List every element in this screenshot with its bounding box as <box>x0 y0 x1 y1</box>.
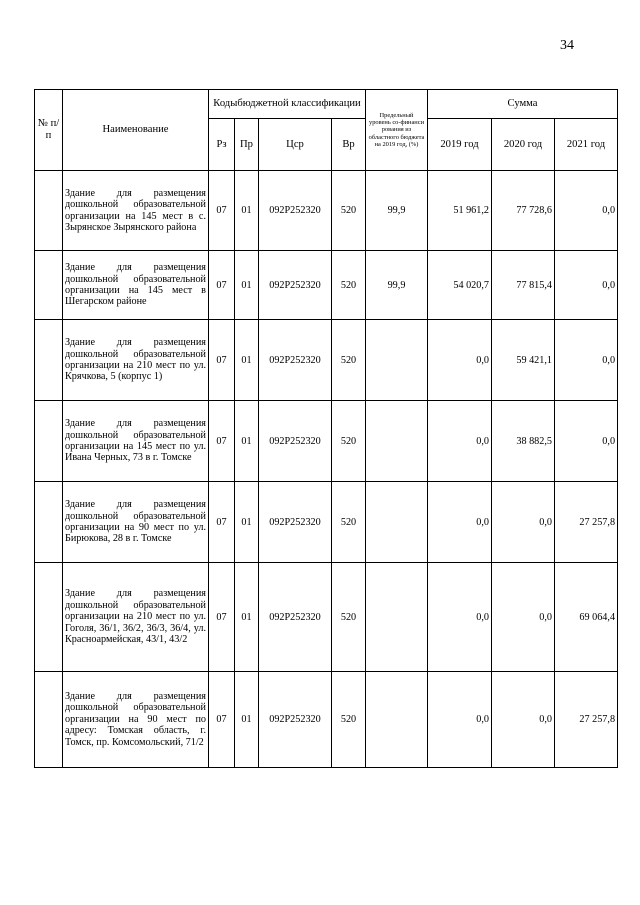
cell-num <box>35 251 63 320</box>
header-csr: Цср <box>259 119 332 171</box>
cell-2020: 0,0 <box>492 482 555 563</box>
header-codes: Кодыбюджетной классификации <box>209 90 366 119</box>
cell-2020: 59 421,1 <box>492 320 555 401</box>
cell-vr: 520 <box>332 563 366 672</box>
cell-rz: 07 <box>209 171 235 251</box>
cell-csr: 092P252320 <box>259 320 332 401</box>
cell-2021: 0,0 <box>555 320 618 401</box>
header-2021: 2021 год <box>555 119 618 171</box>
cell-limit <box>366 482 428 563</box>
cell-pr: 01 <box>235 563 259 672</box>
cell-rz: 07 <box>209 401 235 482</box>
cell-2021: 0,0 <box>555 251 618 320</box>
cell-csr: 092P252320 <box>259 401 332 482</box>
cell-vr: 520 <box>332 401 366 482</box>
cell-pr: 01 <box>235 401 259 482</box>
cell-limit <box>366 401 428 482</box>
cell-2019: 54 020,7 <box>428 251 492 320</box>
header-rz: Рз <box>209 119 235 171</box>
cell-limit: 99,9 <box>366 171 428 251</box>
cell-2019: 0,0 <box>428 320 492 401</box>
table-header <box>35 90 618 171</box>
cell-pr: 01 <box>235 482 259 563</box>
table-row <box>35 672 618 768</box>
header-2019: 2019 год <box>428 119 492 171</box>
cell-csr: 092P252320 <box>259 563 332 672</box>
cell-name: Здание для размещения дошкольной образовательной организации на 210 мест по ул. Гоголя, 36/1, 36/2, 36/3, 36/4, ул. Красноармейская, 43/1, 43/2 <box>63 563 209 672</box>
table-row <box>35 320 618 401</box>
cell-2020: 0,0 <box>492 563 555 672</box>
cell-2021: 0,0 <box>555 171 618 251</box>
cell-2019: 0,0 <box>428 401 492 482</box>
cell-vr: 520 <box>332 672 366 768</box>
cell-2019: 0,0 <box>428 482 492 563</box>
cell-num <box>35 320 63 401</box>
cell-num <box>35 401 63 482</box>
cell-rz: 07 <box>209 251 235 320</box>
table-row <box>35 171 618 251</box>
cell-pr: 01 <box>235 320 259 401</box>
cell-2020: 77 728,6 <box>492 171 555 251</box>
cell-name: Здание для размещения дошкольной образовательной организации на 210 мест по ул. Крячкова, 5 (корпус 1) <box>63 320 209 401</box>
cell-pr: 01 <box>235 251 259 320</box>
cell-rz: 07 <box>209 563 235 672</box>
cell-pr: 01 <box>235 672 259 768</box>
header-vr: Вр <box>332 119 366 171</box>
budget-table <box>34 89 618 768</box>
page-number: 34 <box>560 38 574 53</box>
cell-2019: 51 961,2 <box>428 171 492 251</box>
cell-vr: 520 <box>332 482 366 563</box>
table-row <box>35 401 618 482</box>
header-num: № п/п <box>35 90 63 171</box>
cell-pr: 01 <box>235 171 259 251</box>
cell-2019: 0,0 <box>428 563 492 672</box>
cell-limit <box>366 563 428 672</box>
cell-num <box>35 563 63 672</box>
cell-vr: 520 <box>332 251 366 320</box>
cell-rz: 07 <box>209 320 235 401</box>
table-row <box>35 563 618 672</box>
cell-2020: 0,0 <box>492 672 555 768</box>
cell-rz: 07 <box>209 482 235 563</box>
cell-limit: 99,9 <box>366 251 428 320</box>
cell-2021: 0,0 <box>555 401 618 482</box>
cell-csr: 092P252320 <box>259 171 332 251</box>
cell-num <box>35 171 63 251</box>
cell-2021: 27 257,8 <box>555 482 618 563</box>
cell-vr: 520 <box>332 171 366 251</box>
header-sum: Сумма <box>428 90 618 119</box>
cell-csr: 092P252320 <box>259 251 332 320</box>
cell-csr: 092P252320 <box>259 672 332 768</box>
cell-2020: 77 815,4 <box>492 251 555 320</box>
cell-limit <box>366 320 428 401</box>
cell-name: Здание для размещения дошкольной образовательной организации на 90 мест по адресу: Томская область, г. Томск, пр. Комсомольский, 71/2 <box>63 672 209 768</box>
table-row <box>35 482 618 563</box>
cell-2020: 38 882,5 <box>492 401 555 482</box>
cell-2021: 69 064,4 <box>555 563 618 672</box>
cell-name: Здание для размещения дошкольной образовательной организации на 145 мест в с. Зырянское Зырянского района <box>63 171 209 251</box>
header-pr: Пр <box>235 119 259 171</box>
cell-name: Здание для размещения дошкольной образовательной организации на 145 мест в Шегарском районе <box>63 251 209 320</box>
cell-rz: 07 <box>209 672 235 768</box>
cell-num <box>35 672 63 768</box>
cell-num <box>35 482 63 563</box>
cell-name: Здание для размещения дошкольной образовательной организации на 90 мест по ул. Бирюкова, 28 в г. Томске <box>63 482 209 563</box>
table-body <box>35 171 618 768</box>
table-row <box>35 251 618 320</box>
cell-2019: 0,0 <box>428 672 492 768</box>
header-name: Наименование <box>63 90 209 171</box>
cell-2021: 27 257,8 <box>555 672 618 768</box>
header-limit: Предельный уровень со-финанси рования из областного бюджета на 2019 год, (%) <box>366 90 428 171</box>
cell-csr: 092P252320 <box>259 482 332 563</box>
cell-limit <box>366 672 428 768</box>
cell-name: Здание для размещения дошкольной образовательной организации на 145 мест по ул. Ивана Черных, 73 в г. Томске <box>63 401 209 482</box>
cell-vr: 520 <box>332 320 366 401</box>
header-2020: 2020 год <box>492 119 555 171</box>
